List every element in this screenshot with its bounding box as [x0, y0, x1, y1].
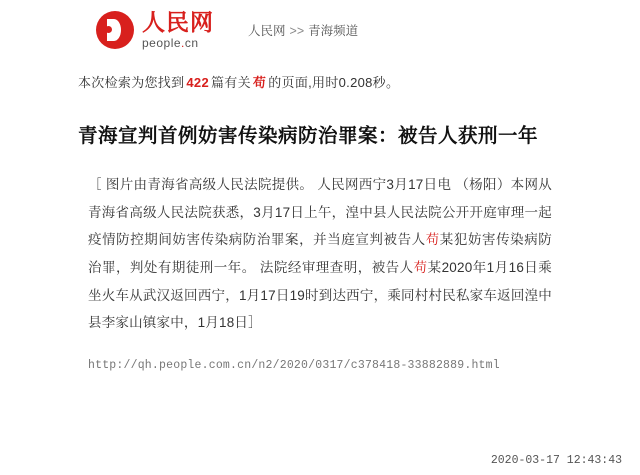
logo-title-en	[142, 37, 214, 49]
search-result-count: 422	[186, 75, 209, 90]
breadcrumb	[248, 21, 358, 39]
logo-en-dot: .	[181, 36, 185, 50]
logo-en-suffix: cn	[184, 36, 199, 50]
article-body	[88, 171, 552, 337]
search-result-summary	[78, 72, 640, 91]
logo-title-cn: 人民网	[142, 10, 214, 35]
search-summary-suffix: 的页面,用时	[268, 75, 339, 90]
search-summary-prefix: 本次检索为您找到	[78, 75, 185, 90]
breadcrumb-root[interactable]: 人民网	[248, 24, 286, 38]
breadcrumb-current[interactable]: 青海频道	[308, 24, 359, 38]
search-summary-middle: 篇有关	[211, 75, 251, 90]
breadcrumb-separator-icon: >>	[289, 24, 305, 38]
logo-text	[142, 11, 214, 49]
screenshot-timestamp: 2020-03-17 12:43:43	[490, 454, 622, 467]
site-header	[0, 0, 640, 52]
article-keyword-1: 苟	[425, 232, 440, 248]
article-body-segment-2: 某犯妨害传染病防治罪，判处有期徒刑一年。 法院经审理查明，被告人	[88, 232, 552, 276]
article-body-segment-1: ［ 图片由青海省高级人民法院提供。 人民网西宁3月17日电 （杨阳）本网从青海省高级人民法院获悉，3月17日上午，湟中县人民法院公开开庭审理一起疫情防控期间妨害传染病防治罪案，并当庭宣判被告人	[88, 177, 552, 248]
article-title: 青海宣判首例妨害传染病防治罪案：被告人获刑一年	[78, 125, 539, 147]
logo-en-main: people	[142, 36, 182, 50]
people-cn-logo[interactable]	[96, 11, 214, 49]
people-cn-logo-icon	[96, 11, 134, 49]
search-elapsed-time: 0.208秒。	[338, 75, 400, 90]
article-body-segment-3: 某2020年1月16日乘坐火车从武汉返回西宁，1月17日19时到达西宁，乘同村村民私家车返回湟中县李家山镇家中，1月18日］	[88, 260, 552, 331]
search-keyword: 苟	[252, 75, 267, 90]
article-url[interactable]: http://qh.people.com.cn/n2/2020/0317/c378418-33882889.html	[88, 359, 500, 373]
article-keyword-2: 苟	[413, 260, 428, 276]
